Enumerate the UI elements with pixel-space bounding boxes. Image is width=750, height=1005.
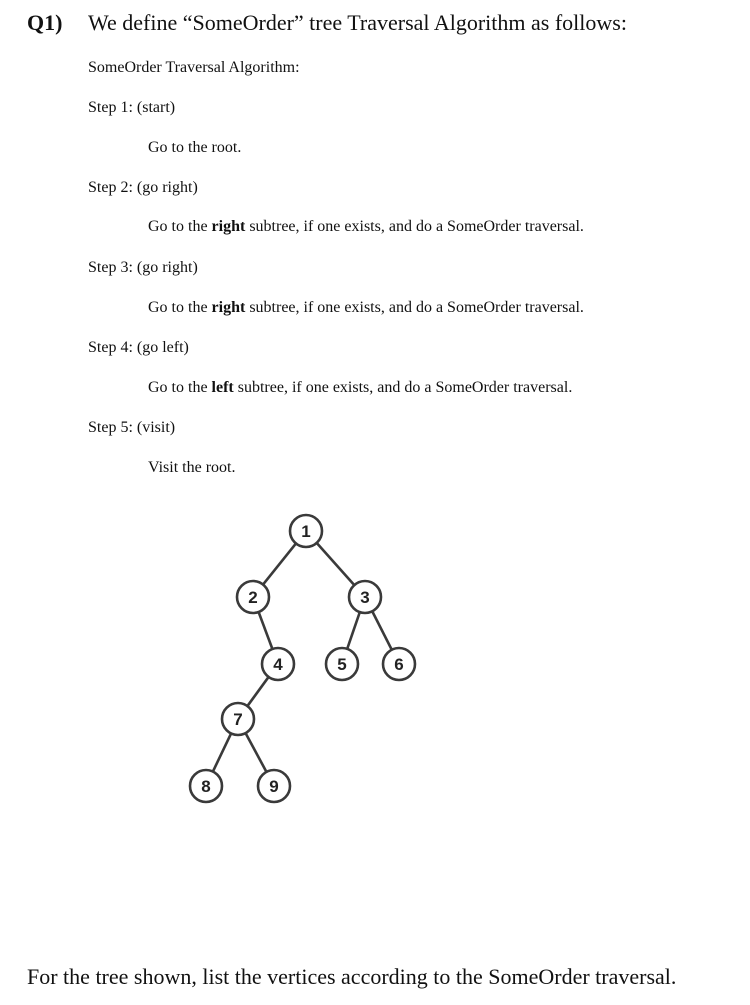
tree-node-1 (290, 515, 322, 547)
tree-edge-3-6 (372, 611, 392, 649)
tree-node-2 (237, 581, 269, 613)
tree-edge-1-3 (317, 543, 355, 585)
tree-node-label: 7 (233, 710, 243, 729)
tree-node-5 (326, 648, 358, 680)
step-2-text: Go to the right subtree, if one exists, and do a SomeOrder traversal. (148, 218, 584, 235)
tree-edge-2-4 (259, 612, 273, 649)
tree-edge-4-7 (247, 677, 268, 706)
tree-node-label: 6 (394, 655, 404, 674)
question-number: Q1) (27, 10, 63, 35)
step-5-text: Visit the root. (148, 459, 236, 476)
tree-node-8 (190, 770, 222, 802)
question-prompt: For the tree shown, list the vertices according to the SomeOrder traversal. (27, 964, 677, 989)
tree-node-label: 4 (273, 655, 283, 674)
question-title: We define “SomeOrder” tree Traversal Algorithm as follows: (88, 10, 627, 35)
algorithm-title: SomeOrder Traversal Algorithm: (88, 59, 300, 76)
tree-node-4 (262, 648, 294, 680)
step-2-heading: Step 2: (go right) (88, 179, 198, 196)
tree-node-9 (258, 770, 290, 802)
step-1-text: Go to the root. (148, 139, 242, 156)
tree-node-7 (222, 703, 254, 735)
tree-edge-3-5 (347, 612, 360, 649)
tree-node-label: 1 (301, 522, 311, 541)
tree-node-3 (349, 581, 381, 613)
tree-node-label: 2 (248, 588, 258, 607)
step-3-heading: Step 3: (go right) (88, 259, 198, 276)
tree-edge-7-8 (213, 733, 231, 771)
tree-edge-7-9 (246, 733, 267, 772)
tree-edge-1-2 (263, 543, 296, 584)
step-5-heading: Step 5: (visit) (88, 419, 176, 436)
step-4-text: Go to the left subtree, if one exists, and do a SomeOrder traversal. (148, 379, 573, 396)
step-3-text: Go to the right subtree, if one exists, and do a SomeOrder traversal. (148, 299, 584, 316)
tree-node-label: 5 (337, 655, 347, 674)
tree-node-label: 9 (269, 777, 279, 796)
step-4-heading: Step 4: (go left) (88, 339, 189, 356)
step-1-heading: Step 1: (start) (88, 99, 176, 116)
tree-node-label: 8 (201, 777, 211, 796)
tree-node-6 (383, 648, 415, 680)
tree-node-label: 3 (360, 588, 370, 607)
